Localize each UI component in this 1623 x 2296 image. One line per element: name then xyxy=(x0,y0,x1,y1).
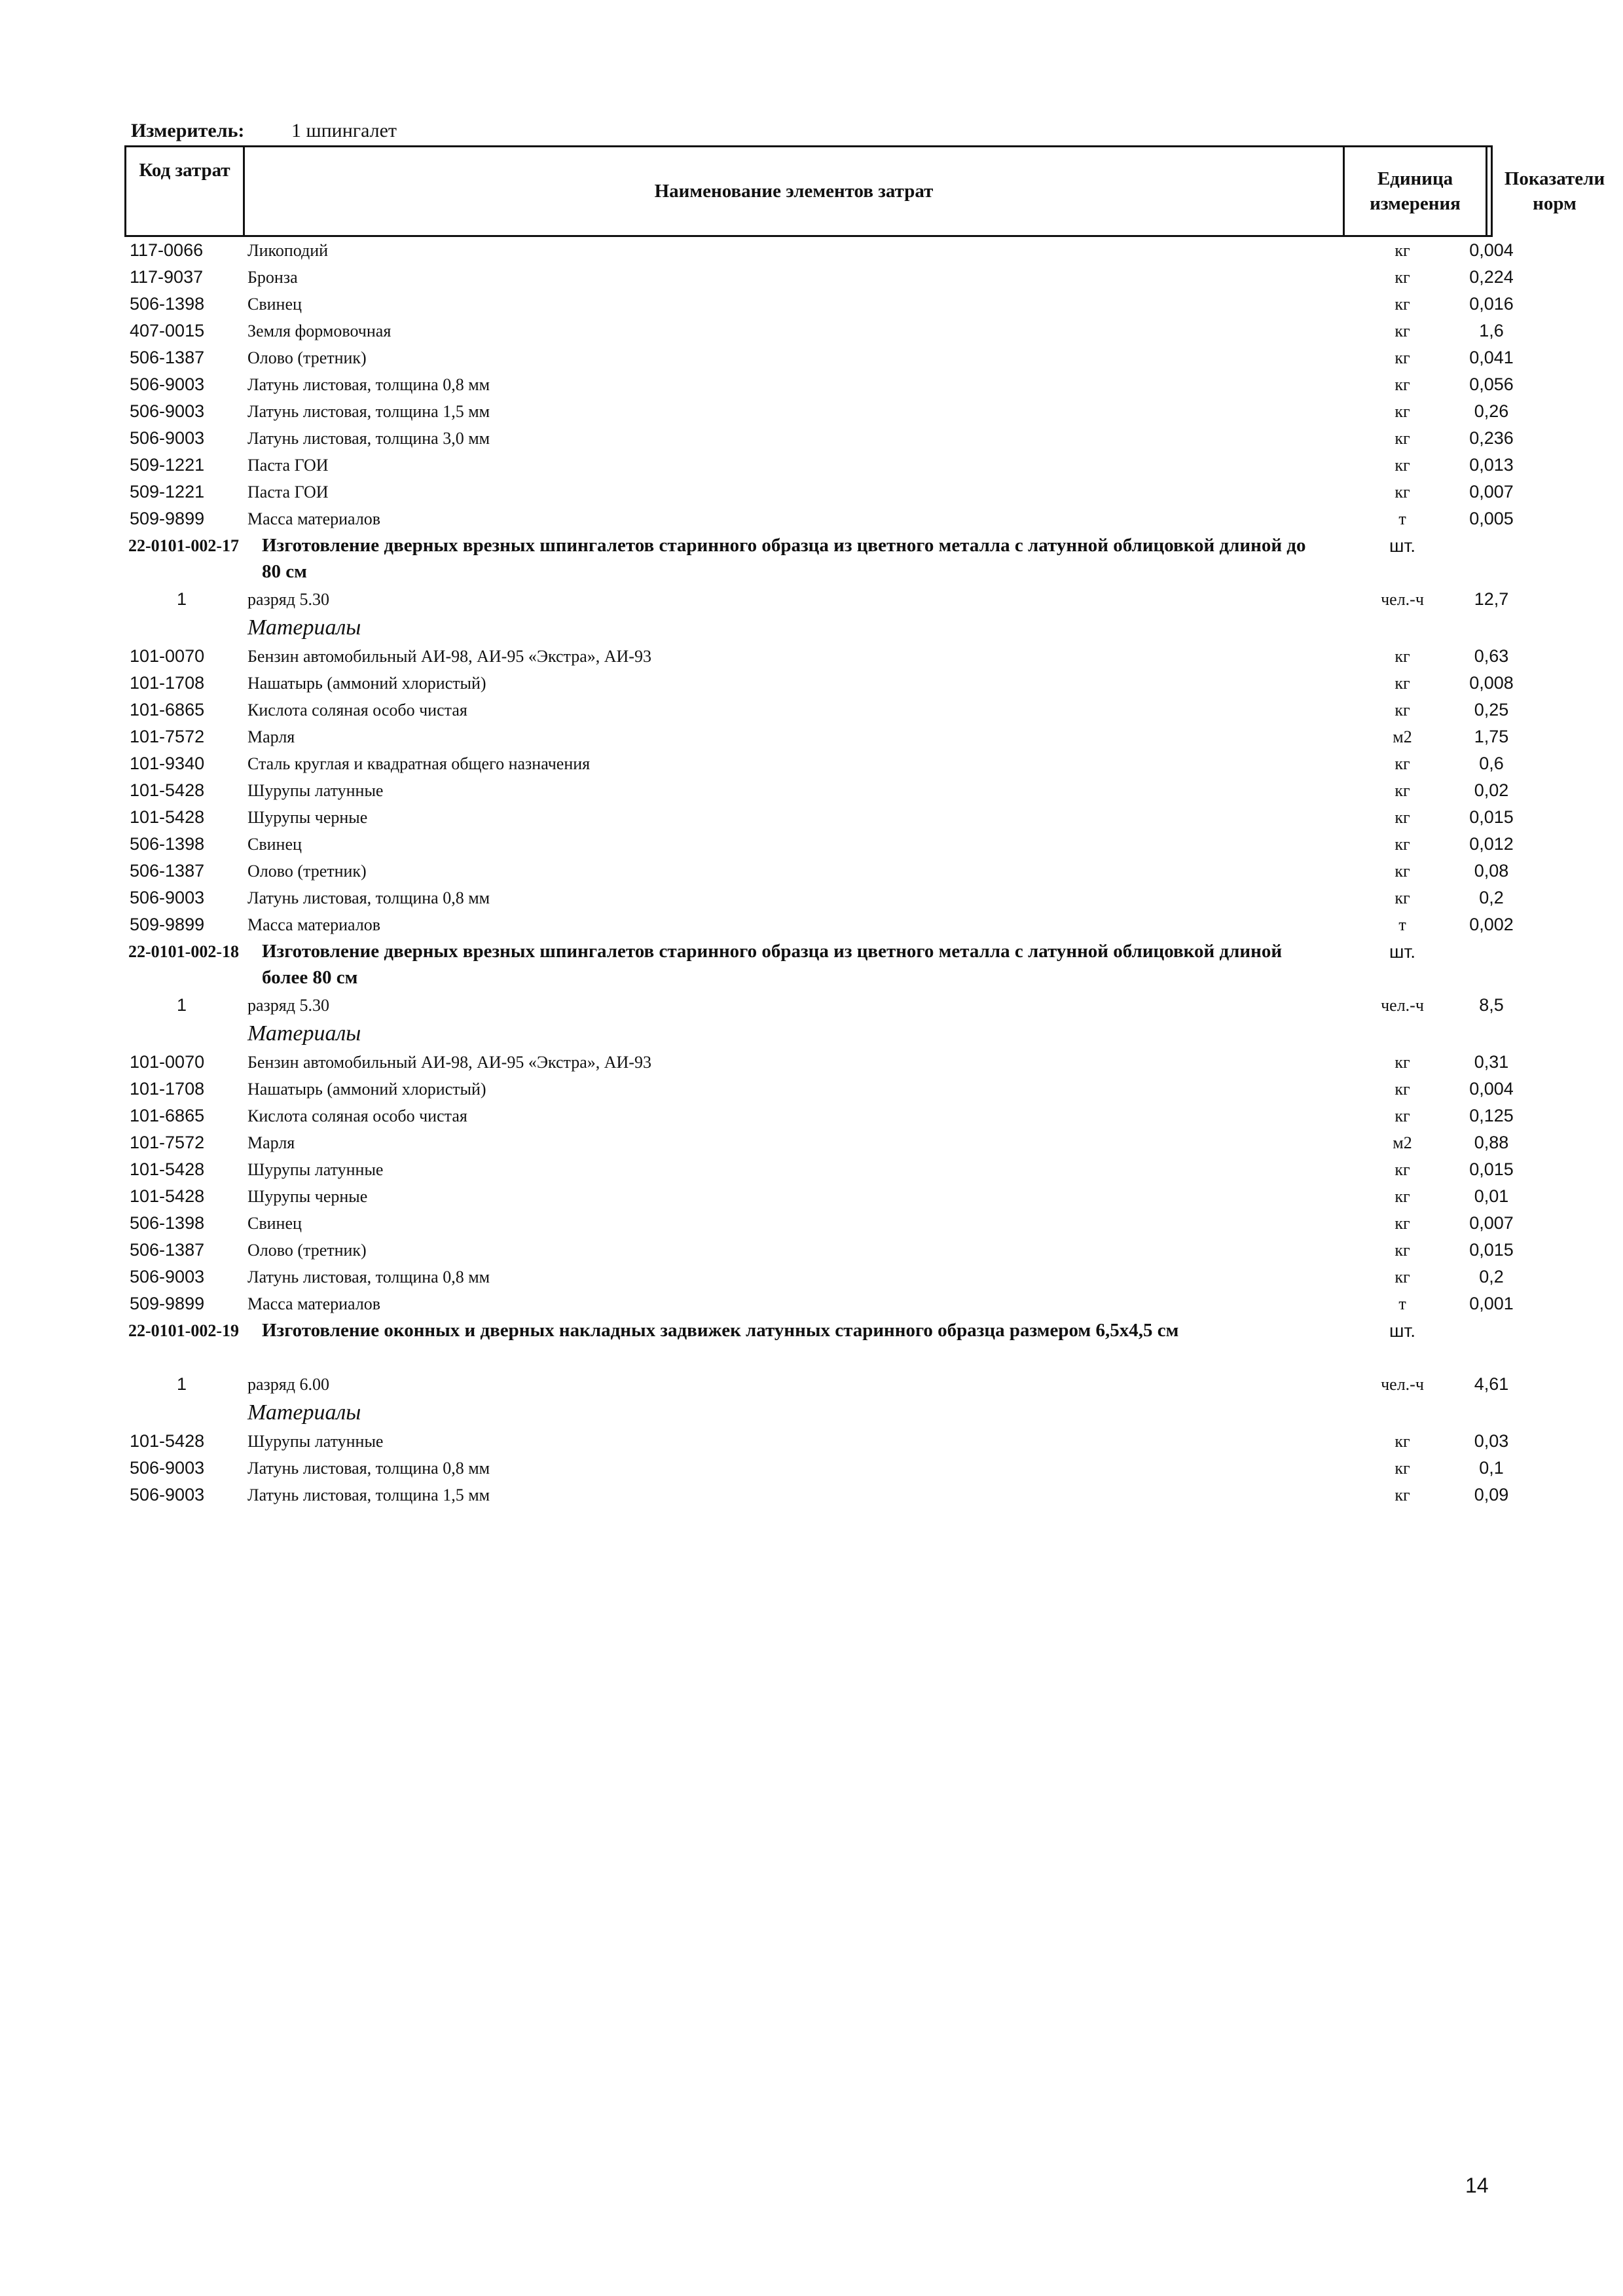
cost-name: Изготовление оконных и дверных накладных задвижек латунных старинного образца размером 6,5x4,5 см xyxy=(262,1320,1179,1341)
cost-code: 101-5428 xyxy=(130,807,205,827)
unit-of-measure: кг xyxy=(1395,888,1410,907)
cost-name: Шурупы черные xyxy=(247,808,368,827)
norm-value: 0,02 xyxy=(1474,780,1509,800)
unit-of-measure: кг xyxy=(1395,1106,1410,1125)
unit-of-measure: кг xyxy=(1395,1485,1410,1504)
cost-name: Свинец xyxy=(247,835,302,854)
cost-name: Нашатырь (аммоний хлористый) xyxy=(247,1080,486,1099)
table-row xyxy=(124,398,1509,425)
table-row xyxy=(124,1290,1514,1317)
cost-code: 101-5428 xyxy=(130,1431,205,1451)
norm-value: 0,005 xyxy=(1469,509,1514,528)
unit-of-measure: кг xyxy=(1395,647,1410,666)
table-body xyxy=(124,237,1514,1508)
unit-of-measure: кг xyxy=(1395,808,1410,827)
cost-code: 509-9899 xyxy=(130,1294,205,1313)
table-row xyxy=(124,237,1514,264)
table-row xyxy=(124,750,1504,777)
section-row xyxy=(124,938,1499,992)
unit-of-measure: кг xyxy=(1395,1160,1410,1179)
norm-value: 0,31 xyxy=(1474,1052,1509,1072)
unit-of-measure: шт. xyxy=(1389,1321,1415,1341)
norm-value: 0,013 xyxy=(1469,455,1514,475)
unit-of-measure: т xyxy=(1398,915,1406,934)
cost-code: 22-0101-002-18 xyxy=(128,942,239,961)
page-number: 14 xyxy=(1465,2174,1489,2197)
table-row xyxy=(124,1237,1514,1264)
cost-name: Масса материалов xyxy=(247,1294,381,1313)
cost-name: Шурупы латунные xyxy=(247,781,384,800)
cost-name: Свинец xyxy=(247,295,302,314)
cost-code: 509-1221 xyxy=(130,482,205,501)
unit-of-measure: кг xyxy=(1395,402,1410,421)
cost-name: Бронза xyxy=(247,268,298,287)
unit-of-measure: кг xyxy=(1395,1187,1410,1206)
header-name: Наименование элементов затрат xyxy=(243,147,1343,235)
table-row xyxy=(124,1428,1509,1455)
table-header xyxy=(124,145,1605,237)
materials-heading-row xyxy=(124,1019,1499,1049)
labor-row xyxy=(124,992,1504,1019)
measure-line xyxy=(131,117,397,145)
unit-of-measure: кг xyxy=(1395,1080,1410,1099)
cost-code: 101-1708 xyxy=(130,1079,205,1099)
norm-value: 0,015 xyxy=(1469,1159,1514,1179)
table-row xyxy=(124,479,1514,505)
norm-value: 0,004 xyxy=(1469,240,1514,260)
cost-code: 101-6865 xyxy=(130,700,205,720)
unit-of-measure: кг xyxy=(1395,295,1410,314)
cost-name: Масса материалов xyxy=(247,915,381,934)
norm-value: 0,25 xyxy=(1474,700,1509,720)
cost-code: 506-1398 xyxy=(130,1213,205,1233)
cost-code: 22-0101-002-17 xyxy=(128,536,239,555)
norm-value: 0,015 xyxy=(1469,807,1514,827)
cost-code: 407-0015 xyxy=(130,321,205,340)
cost-name: Латунь листовая, толщина 0,8 мм xyxy=(247,375,490,394)
cost-name: Латунь листовая, толщина 3,0 мм xyxy=(247,429,490,448)
table-row xyxy=(124,1156,1514,1183)
norm-value: 1,6 xyxy=(1479,321,1504,340)
cost-name: Латунь листовая, толщина 0,8 мм xyxy=(247,1267,490,1286)
cost-code: 506-1387 xyxy=(130,861,205,881)
table-row xyxy=(124,723,1509,750)
unit-of-measure: кг xyxy=(1395,862,1410,881)
cost-name: Латунь листовая, толщина 1,5 мм xyxy=(247,402,490,421)
cost-code: 117-0066 xyxy=(130,240,204,260)
norm-value: 4,61 xyxy=(1474,1374,1509,1394)
cost-name: Масса материалов xyxy=(247,509,381,528)
cost-name: Свинец xyxy=(247,1214,302,1233)
unit-of-measure: кг xyxy=(1395,674,1410,693)
cost-code: 506-9003 xyxy=(130,428,205,448)
cost-name: Марля xyxy=(247,1133,295,1152)
table-row xyxy=(124,425,1514,452)
unit-of-measure: чел.-ч xyxy=(1381,1375,1424,1394)
unit-of-measure: кг xyxy=(1395,483,1410,501)
norm-value: 0,01 xyxy=(1474,1186,1509,1206)
norm-value: 0,007 xyxy=(1469,482,1514,501)
unit-of-measure: кг xyxy=(1395,1241,1410,1260)
unit-of-measure: кг xyxy=(1395,835,1410,854)
table-row xyxy=(124,643,1509,670)
cost-name: Сталь круглая и квадратная общего назначения xyxy=(247,754,591,773)
unit-of-measure: кг xyxy=(1395,781,1410,800)
cost-code: 101-5428 xyxy=(130,1186,205,1206)
unit-of-measure: чел.-ч xyxy=(1381,590,1424,609)
cost-name: Паста ГОИ xyxy=(247,483,329,501)
section-row xyxy=(124,532,1499,586)
unit-of-measure: кг xyxy=(1395,1214,1410,1233)
cost-code: 506-1398 xyxy=(130,294,205,314)
norm-value: 0,09 xyxy=(1474,1485,1509,1504)
norm-value: 0,008 xyxy=(1469,673,1514,693)
cost-code: 509-9899 xyxy=(130,915,205,934)
cost-name: Бензин автомобильный АИ-98, АИ-95 «Экстра», АИ-93 xyxy=(247,647,651,666)
norm-value: 0,015 xyxy=(1469,1240,1514,1260)
unit-of-measure: кг xyxy=(1395,701,1410,720)
unit-of-measure: кг xyxy=(1395,348,1410,367)
header-norm: Показатели норм xyxy=(1486,147,1622,235)
cost-code: 101-5428 xyxy=(130,780,205,800)
cost-name: Латунь листовая, толщина 0,8 мм xyxy=(247,888,490,907)
norm-value: 8,5 xyxy=(1479,995,1504,1015)
cost-code: 1 xyxy=(176,589,187,609)
table-row xyxy=(124,858,1509,884)
cost-name: разряд 5.30 xyxy=(247,590,329,609)
norm-value: 0,88 xyxy=(1474,1133,1509,1152)
unit-of-measure: кг xyxy=(1395,268,1410,287)
cost-name: Шурупы латунные xyxy=(247,1160,384,1179)
norm-value: 0,236 xyxy=(1469,428,1514,448)
table-row xyxy=(124,1102,1514,1129)
norm-value: 0,001 xyxy=(1469,1294,1514,1313)
table-row xyxy=(124,371,1514,398)
cost-name: Кислота соляная особо чистая xyxy=(247,1106,467,1125)
table-row xyxy=(124,1455,1504,1482)
cost-code: 506-9003 xyxy=(130,888,205,907)
norm-value: 0,012 xyxy=(1469,834,1514,854)
table-row xyxy=(124,505,1514,532)
table-row xyxy=(124,344,1514,371)
cost-code: 506-1387 xyxy=(130,348,205,367)
cost-code: 506-1398 xyxy=(130,834,205,854)
table-row xyxy=(124,804,1514,831)
unit-of-measure: кг xyxy=(1395,1267,1410,1286)
table-row xyxy=(124,911,1514,938)
cost-name: Олово (третник) xyxy=(247,1241,367,1260)
cost-name: Олово (третник) xyxy=(247,862,367,881)
cost-code: 101-5428 xyxy=(130,1159,205,1179)
unit-of-measure: т xyxy=(1398,509,1406,528)
cost-code: 1 xyxy=(176,995,187,1015)
cost-code: 101-7572 xyxy=(130,727,205,746)
norm-value: 0,007 xyxy=(1469,1213,1514,1233)
cost-code: 1 xyxy=(176,1374,187,1394)
table-row xyxy=(124,697,1509,723)
norm-value: 1,75 xyxy=(1474,727,1509,746)
norm-value: 0,125 xyxy=(1469,1106,1514,1125)
table-row xyxy=(124,1482,1509,1508)
norm-value: 0,056 xyxy=(1469,374,1514,394)
norm-value: 0,224 xyxy=(1469,267,1514,287)
table-row xyxy=(124,318,1504,344)
unit-of-measure: шт. xyxy=(1389,941,1415,962)
cost-name: Земля формовочная xyxy=(247,321,392,340)
table-row xyxy=(124,1264,1504,1290)
materials-heading-row xyxy=(124,1398,1499,1428)
unit-of-measure: кг xyxy=(1395,1432,1410,1451)
header-code: Код затрат xyxy=(139,160,230,181)
unit-of-measure: шт. xyxy=(1389,536,1415,556)
norm-value: 0,2 xyxy=(1479,888,1504,907)
cost-name: разряд 6.00 xyxy=(247,1375,329,1394)
norm-value: 12,7 xyxy=(1474,589,1509,609)
cost-name: Шурупы черные xyxy=(247,1187,368,1206)
unit-of-measure: кг xyxy=(1395,1053,1410,1072)
table-row xyxy=(124,291,1514,318)
cost-code: 101-7572 xyxy=(130,1133,205,1152)
cost-name: Ликоподий xyxy=(247,241,329,260)
table-row xyxy=(124,670,1514,697)
cost-code: 101-0070 xyxy=(130,646,205,666)
table-row xyxy=(124,264,1514,291)
unit-of-measure: м2 xyxy=(1393,1133,1412,1152)
cost-code: 509-1221 xyxy=(130,455,205,475)
cost-code: 506-9003 xyxy=(130,374,205,394)
cost-code: 101-1708 xyxy=(130,673,205,693)
header-unit: Единица измерения xyxy=(1343,147,1486,235)
cost-name: разряд 5.30 xyxy=(247,996,329,1015)
table-row xyxy=(124,1129,1509,1156)
cost-code: 117-9037 xyxy=(130,267,204,287)
table-row xyxy=(124,777,1509,804)
cost-code: 506-9003 xyxy=(130,1458,205,1478)
unit-of-measure: кг xyxy=(1395,754,1410,773)
cost-code: 506-9003 xyxy=(130,1267,205,1286)
cost-code: 101-6865 xyxy=(130,1106,205,1125)
cost-code: 506-1387 xyxy=(130,1240,205,1260)
cost-name: Марля xyxy=(247,727,295,746)
unit-of-measure: кг xyxy=(1395,241,1410,260)
cost-name: Изготовление дверных врезных шпингалетов старинного образца из цветного металла с латунной облицовкой длиной до 80 см xyxy=(262,535,1306,582)
table-row xyxy=(124,1183,1509,1210)
unit-of-measure: кг xyxy=(1395,429,1410,448)
norm-value: 0,26 xyxy=(1474,401,1509,421)
norm-value: 0,002 xyxy=(1469,915,1514,934)
cost-code: 101-9340 xyxy=(130,754,205,773)
cost-name: Олово (третник) xyxy=(247,348,367,367)
cost-name: Кислота соляная особо чистая xyxy=(247,701,467,720)
unit-of-measure: кг xyxy=(1395,456,1410,475)
norm-value: 0,6 xyxy=(1479,754,1504,773)
norm-value: 0,08 xyxy=(1474,861,1509,881)
norm-value: 0,03 xyxy=(1474,1431,1509,1451)
labor-row xyxy=(124,586,1509,613)
unit-of-measure: кг xyxy=(1395,321,1410,340)
norm-value: 0,1 xyxy=(1479,1458,1504,1478)
norm-value: 0,63 xyxy=(1474,646,1509,666)
section-row xyxy=(124,1317,1499,1371)
norm-value: 0,2 xyxy=(1479,1267,1504,1286)
norm-value: 0,041 xyxy=(1469,348,1514,367)
unit-of-measure: м2 xyxy=(1393,727,1412,746)
cost-code: 509-9899 xyxy=(130,509,205,528)
unit-of-measure: т xyxy=(1398,1294,1406,1313)
cost-name: Шурупы латунные xyxy=(247,1432,384,1451)
cost-code: 506-9003 xyxy=(130,401,205,421)
cost-code: 506-9003 xyxy=(130,1485,205,1504)
table-row xyxy=(124,1210,1514,1237)
measure-label: Измеритель: xyxy=(131,120,245,141)
measure-value: 1 шпингалет xyxy=(291,120,397,141)
table-row xyxy=(124,1049,1509,1076)
table-row xyxy=(124,1076,1514,1102)
cost-code: 101-0070 xyxy=(130,1052,205,1072)
cost-name: Нашатырь (аммоний хлористый) xyxy=(247,674,486,693)
cost-code: 22-0101-002-19 xyxy=(128,1321,239,1340)
unit-of-measure: чел.-ч xyxy=(1381,996,1424,1015)
unit-of-measure: кг xyxy=(1395,1459,1410,1478)
norm-value: 0,004 xyxy=(1469,1079,1514,1099)
cost-name: Паста ГОИ xyxy=(247,456,329,475)
cost-name: Бензин автомобильный АИ-98, АИ-95 «Экстра», АИ-93 xyxy=(247,1053,651,1072)
table-row xyxy=(124,831,1514,858)
cost-name: Латунь листовая, толщина 1,5 мм xyxy=(247,1485,490,1504)
norm-value: 0,016 xyxy=(1469,294,1514,314)
cost-name: Латунь листовая, толщина 0,8 мм xyxy=(247,1459,490,1478)
cost-name: Материалы xyxy=(247,615,361,640)
labor-row xyxy=(124,1371,1509,1398)
cost-name: Изготовление дверных врезных шпингалетов старинного образца из цветного металла с латунной облицовкой длиной более 80 см xyxy=(262,941,1283,988)
cost-name: Материалы xyxy=(247,1400,361,1425)
table-row xyxy=(124,452,1514,479)
table-row xyxy=(124,884,1504,911)
unit-of-measure: кг xyxy=(1395,375,1410,394)
cost-name: Материалы xyxy=(247,1021,361,1046)
materials-heading-row xyxy=(124,613,1499,643)
